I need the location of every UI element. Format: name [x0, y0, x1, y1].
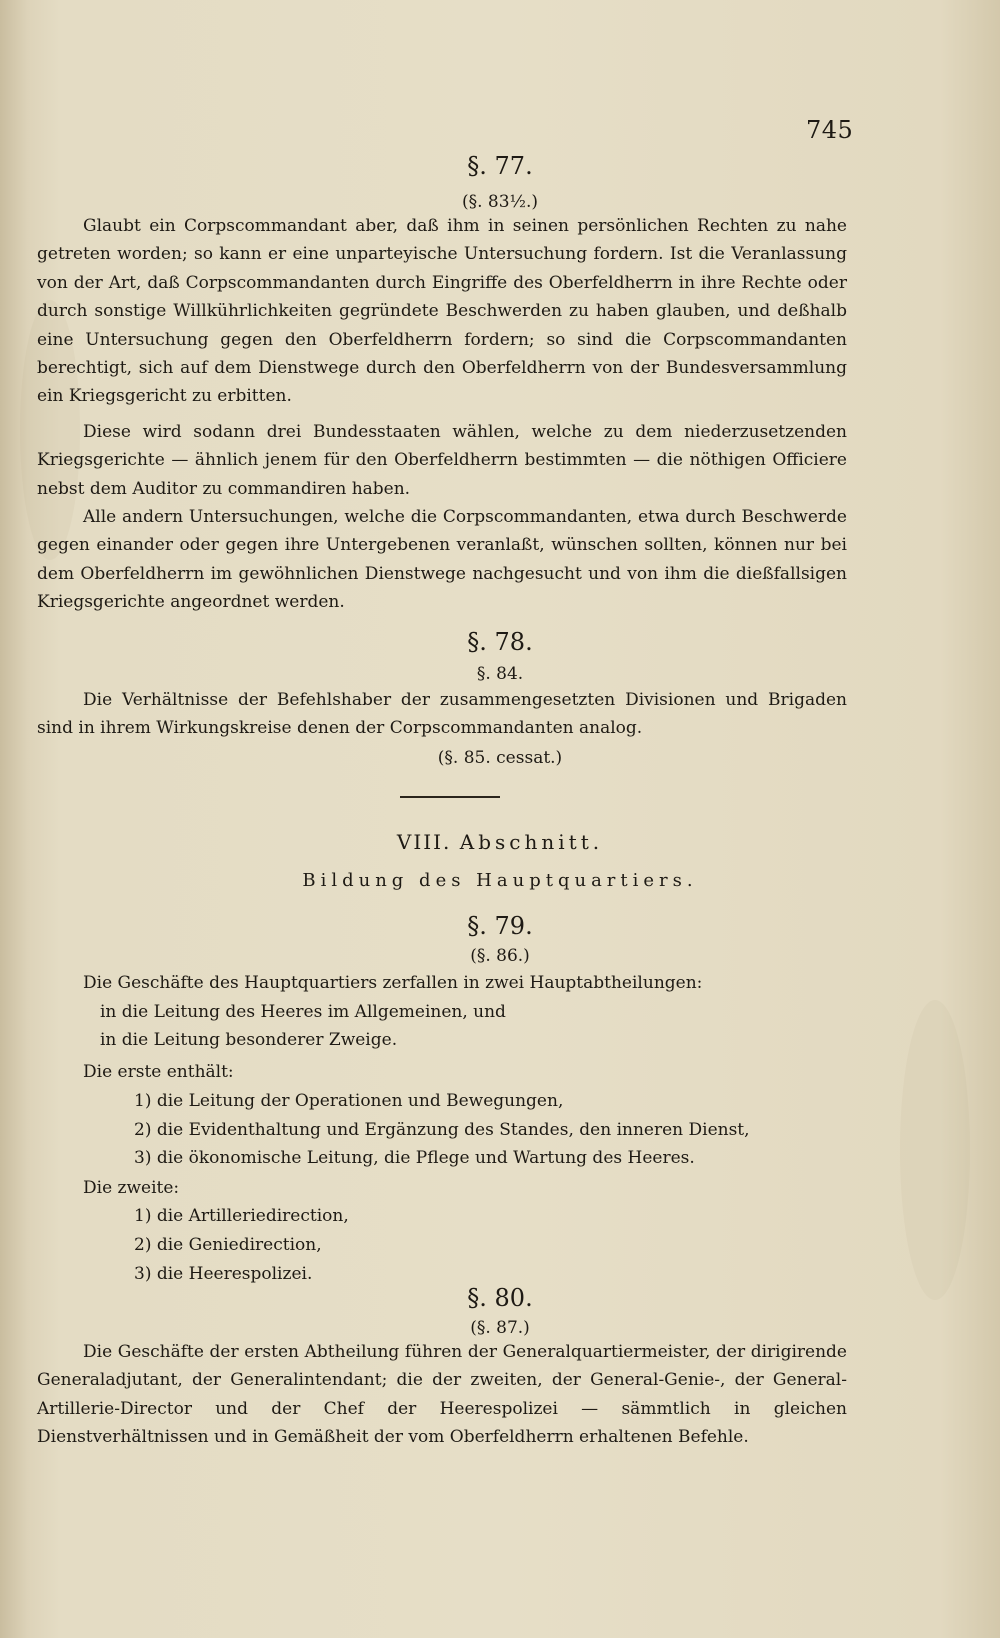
section-heading-79: §. 79. — [467, 912, 533, 940]
paragraph-text: Diese wird sodann drei Bundesstaaten wählen, welche zu dem niederzusetzenden Kriegsgerichte — ähnlich jenem für den Oberfeldherrn bestimmten — die nöthigen Officiere nebst dem Auditor zu commandiren haben. — [37, 422, 847, 499]
list-item: 2) die Geniedirection, — [134, 1235, 322, 1255]
section-heading-78: §. 78. — [467, 628, 533, 656]
paragraph — [37, 418, 847, 503]
list-item: in die Leitung des Heeres im Allgemeinen, und — [100, 1002, 506, 1022]
section-reference: (§. 87.) — [470, 1318, 530, 1338]
paragraph-text: Alle andern Untersuchungen, welche die Corpscommandanten, etwa durch Beschwerde gegen einander oder gegen ihre Untergebenen veranlaßt, wünschen sollten, können nur bei dem Oberfeldherrn im gewöhnlichen Dienstwege nachgesucht und von ihm die dießfallsigen Kriegsgerichte angeordnet werden. — [37, 507, 847, 613]
section-reference: (§. 83½.) — [461, 192, 539, 212]
list-heading: Die erste enthält: — [83, 1062, 234, 1082]
section-heading-80: §. 80. — [467, 1284, 533, 1312]
list-intro: Die Geschäfte des Hauptquartiers zerfallen in zwei Hauptabtheilungen: — [83, 973, 703, 993]
list-item: 1) die Artilleriedirection, — [134, 1206, 349, 1226]
section-heading-77: §. 77. — [467, 152, 533, 180]
list-item: 3) die ökonomische Leitung, die Pflege und Wartung des Heeres. — [134, 1148, 695, 1168]
list-item: in die Leitung besonderer Zweige. — [100, 1030, 398, 1050]
section-reference: (§. 85. cessat.) — [437, 748, 563, 768]
paragraph — [37, 212, 847, 411]
list-item: 1) die Leitung der Operationen und Bewegungen, — [134, 1091, 564, 1111]
page-number: 745 — [806, 116, 854, 144]
paragraph — [37, 686, 847, 743]
list-item: 2) die Evidenthaltung und Ergänzung des Standes, den inneren Dienst, — [134, 1120, 750, 1140]
paragraph-text: Die Verhältnisse der Befehlshaber der zusammengesetzten Divisionen und Brigaden sind in ihrem Wirkungskreise denen der Corpscommandanten analog. — [37, 690, 847, 739]
paragraph — [37, 503, 847, 617]
divider-rule — [400, 796, 500, 798]
list-heading: Die zweite: — [83, 1178, 180, 1198]
section-reference: §. 84. — [476, 664, 524, 684]
list-item: 3) die Heerespolizei. — [134, 1264, 313, 1284]
chapter-title — [0, 830, 1000, 854]
paragraph — [37, 1338, 847, 1452]
section-reference: (§. 86.) — [470, 946, 530, 966]
chapter-label: Abschnitt. — [459, 830, 604, 854]
chapter-number: VIII. — [396, 830, 452, 854]
paragraph-text: Glaubt ein Corpscommandant aber, daß ihm in seinen persönlichen Rechten zu nahe getreten worden; so kann er eine unparteyische Untersuchung fordern. Ist die Veranlassung von der Art, daß Corpscommandanten durch Eingriffe des Oberfeldherrn in ihre Rechte oder durch sonstige Willkührlichkeiten gegründete Beschwerden zu haben glauben, und deßhalb eine Untersuchung gegen den Oberfeldherrn fordern; so sind die Corpscommandanten berechtigt, sich auf dem Dienstwege durch den Oberfeldherrn von der Bundesversammlung ein Kriegsgericht zu erbitten. — [37, 216, 847, 407]
paper-stain — [900, 1000, 970, 1300]
chapter-subtitle: Bildung des Hauptquartiers. — [302, 870, 698, 891]
paragraph-text: Die Geschäfte der ersten Abtheilung führen der Generalquartiermeister, der dirigirende Generaladjutant, der Generalintendant; die der zweiten, der General-Genie-, der General-Artillerie-Director und der Chef der Heerespolizei — sämmtlich in gleichen Dienstverhältnissen und in Gemäßheit der vom Oberfeldherrn erhaltenen Befehle. — [37, 1342, 847, 1448]
